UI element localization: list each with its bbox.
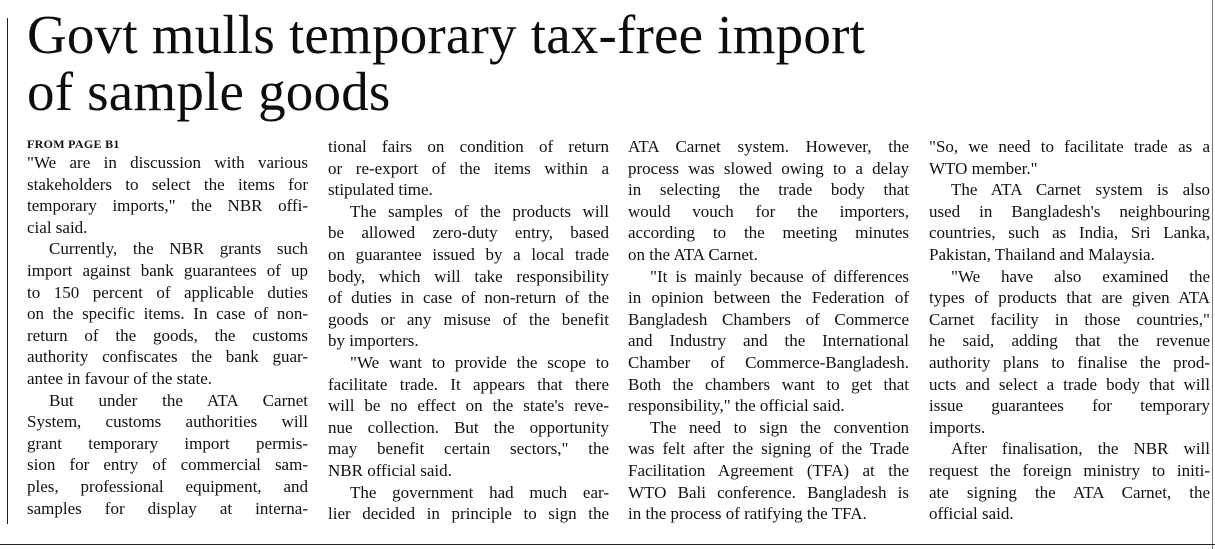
article-line: he said, adding that the revenue [929, 331, 1210, 351]
article-line: and Industry and the International [628, 331, 909, 351]
article-line: official said. [929, 504, 1014, 524]
headline-line-2: of sample goods [27, 61, 391, 122]
article-line: imports. [929, 417, 986, 437]
article-line: NBR official said. [328, 460, 452, 480]
article-line: return of the goods, the customs [27, 325, 308, 345]
bottom-rule [0, 544, 1215, 545]
article-line: Pakistan, Thailand and Malaysia. [929, 244, 1155, 264]
article-line: But under the ATA Carnet [49, 390, 308, 410]
article-line: will be no effect on the state's reve- [328, 396, 609, 416]
article-line: be allowed zero-duty entry, based [328, 223, 609, 243]
right-edge-rule [1212, 0, 1213, 549]
article-line: Currently, the NBR grants such [49, 239, 308, 259]
article-line: cial said. [27, 217, 88, 237]
article-line: or re-export of the items within a [328, 158, 609, 178]
article-line: in selecting the trade body that [628, 180, 909, 200]
article-line: stipulated time. [328, 180, 433, 200]
article-line: of duties in case of non-return of the [328, 288, 609, 308]
article-line: Carnet facility in those countries," [929, 309, 1210, 329]
article-line: Chamber of Commerce-Bangladesh. [628, 352, 909, 372]
article-line: grant temporary import permis- [27, 433, 308, 453]
article-line: After finalisation, the NBR will [951, 439, 1210, 459]
article-line: temporary imports," the NBR offi- [27, 196, 308, 216]
article-line: body, which will take responsibility [328, 266, 609, 286]
article-line: goods or any misuse of the benefit [328, 309, 609, 329]
article-line: was felt after the signing of the Trade [628, 439, 909, 459]
article-line: Bangladesh Chambers of Commerce [628, 309, 909, 329]
article-line: used in Bangladesh's neighbouring [929, 201, 1210, 221]
article-line: would vouch for the importers, [628, 201, 909, 221]
article-column-4 [929, 136, 1210, 525]
article-line: "We want to provide the scope to [350, 352, 609, 372]
article-line: by importers. [328, 331, 419, 351]
article-line: The government had much ear- [350, 482, 609, 502]
article-line: may benefit certain sectors," the [328, 439, 609, 459]
article-line: Both the chambers want to get that [628, 374, 909, 394]
article-column-2 [328, 136, 609, 525]
article-line: ate signing the ATA Carnet, the [929, 482, 1210, 502]
article-column-3 [628, 136, 909, 525]
article-line: "We are in discussion with various [27, 153, 308, 172]
article-line: sion for entry of commercial sam- [27, 455, 308, 475]
article-line: responsibility," the official said. [628, 396, 845, 416]
left-column-rule [7, 18, 8, 524]
article-line: "It is mainly because of differences [650, 266, 909, 286]
article-line: issue guarantees for temporary [929, 396, 1210, 416]
article-line: ATA Carnet system. However, the [628, 137, 909, 156]
article-line: countries, such as India, Sri Lanka, [929, 223, 1210, 243]
continuation-kicker: FROM PAGE B1 [27, 137, 120, 151]
article-line: System, customs authorities will [27, 412, 308, 432]
headline [27, 6, 865, 120]
article-line: request the foreign ministry to initi- [929, 460, 1210, 480]
article-line: authority plans to finalise the prod- [929, 352, 1210, 372]
article-line: samples for display at interna- [27, 498, 308, 518]
article-line: process was slowed owing to a delay [628, 158, 909, 178]
article-line: Facilitation Agreement (TFA) at the [628, 460, 909, 480]
article-line: tional fairs on condition of return [328, 137, 609, 156]
article-line: stakeholders to select the items for [27, 174, 308, 194]
article-line: WTO member." [929, 158, 1038, 178]
article-line: ples, professional equipment, and [27, 476, 308, 496]
article-line: ucts and select a trade body that will [929, 374, 1210, 394]
article-line: lier decided in principle to sign the [328, 504, 609, 524]
article-line: in the process of ratifying the TFA. [628, 504, 867, 524]
article-line: The samples of the products will [350, 201, 609, 221]
article-line: "So, we need to facilitate trade as a [929, 137, 1210, 156]
article-line: antee in favour of the state. [27, 368, 213, 388]
article-column-1 [27, 137, 308, 519]
article-line: The need to sign the convention [650, 417, 909, 437]
article-line: import against bank guarantees of up [27, 260, 308, 280]
article-line: to 150 percent of applicable duties [27, 282, 308, 302]
article-line: on guarantee issued by a local trade [328, 244, 609, 264]
article-line: nue collection. But the opportunity [328, 417, 609, 437]
article-line: authority confiscates the bank guar- [27, 347, 308, 367]
article-line: on the specific items. In case of non- [27, 304, 308, 324]
article-line: WTO Bali conference. Bangladesh is [628, 482, 909, 502]
article-line: types of products that are given ATA [929, 288, 1210, 308]
article-line: in opinion between the Federation of [628, 288, 909, 308]
article-line: The ATA Carnet system is also [951, 180, 1210, 200]
article-line: "We have also examined the [951, 266, 1210, 286]
article-line: on the ATA Carnet. [628, 244, 758, 264]
headline-line-1: Govt mulls temporary tax-free import [27, 4, 866, 65]
article-line: according to the meeting minutes [628, 223, 909, 243]
article-line: facilitate trade. It appears that there [328, 374, 609, 394]
